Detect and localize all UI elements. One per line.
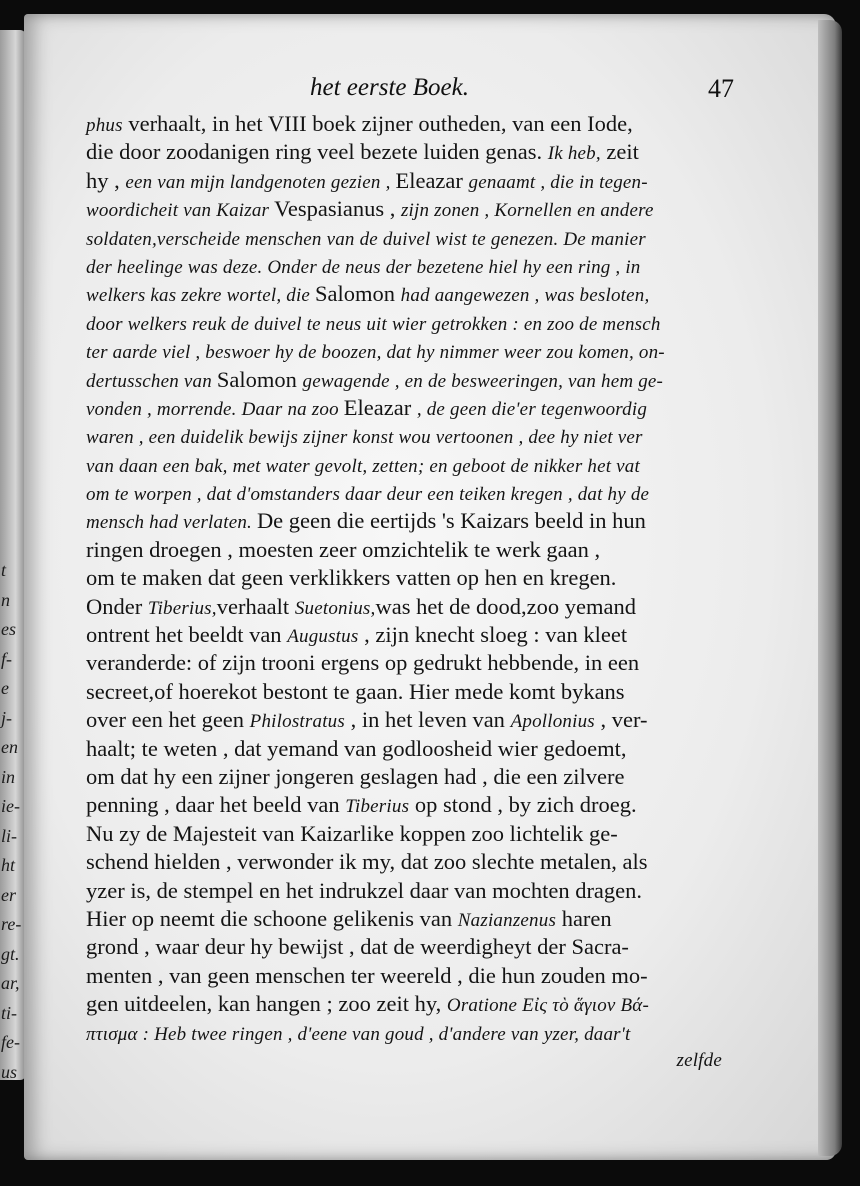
italic-span: phus	[86, 115, 123, 136]
italic-span: Tiberius	[345, 796, 410, 818]
text-line	[86, 167, 736, 195]
margin-fragment: gt.	[1, 943, 20, 964]
roman-span: , ver-	[594, 707, 648, 733]
margin-fragment: e	[1, 678, 9, 698]
italic-span: Oratione Εἰς τὸ ἅγιον Βά-	[446, 995, 650, 1017]
italic-span: Suetonius,	[294, 597, 376, 619]
roman-span: Onder	[86, 593, 148, 619]
text-line	[86, 1019, 736, 1047]
margin-fragment: us	[1, 1061, 18, 1082]
margin-fragment: ar,	[1, 973, 20, 993]
text-line	[86, 138, 736, 166]
margin-fragment: t	[1, 560, 7, 580]
roman-span: om dat hy een zijner jongeren geslagen had , die een zilvere	[86, 763, 625, 789]
margin-fragment: ti-	[1, 1002, 17, 1023]
text-line	[86, 366, 736, 394]
text-line	[86, 763, 736, 791]
roman-span: penning , daar het beeld van	[86, 792, 346, 818]
roman-span: schend hielden , verwonder ik my, dat zoo slechte metalen, als	[86, 849, 648, 875]
italic-span: een van mijn landgenoten gezien ,	[125, 171, 396, 193]
text-line	[86, 451, 736, 479]
italic-span: Nazianzenus	[457, 909, 557, 931]
italic-span: waren , een duidelik bewijs zijner konst wou vertoonen , dee hy niet ver	[86, 427, 643, 449]
text-line	[86, 536, 736, 564]
italic-span: door welkers reuk de duivel te neus uit wier getrokken : en zoo de mensch	[86, 313, 661, 335]
roman-span: haalt; te weten , dat yemand van godloosheid wier gedoemt,	[86, 735, 627, 761]
page-edge-shadow	[818, 20, 842, 1156]
italic-span: soldaten,verscheide menschen van de duivel wist te genezen. De manier	[86, 228, 646, 250]
text-line	[86, 224, 736, 252]
italic-span: Augustus	[287, 626, 359, 648]
roman-span: verhaalt	[216, 593, 295, 619]
text-line	[86, 649, 736, 677]
roman-span: veranderde: of zijn trooni ergens op gedrukt hebbende, in een	[86, 650, 640, 676]
margin-fragment: f-	[1, 648, 12, 669]
roman-span: op stond , by zich droeg.	[409, 792, 637, 818]
italic-span: genaamt , die in tegen-	[468, 171, 648, 193]
roman-span: haren	[556, 905, 612, 931]
roman-span: zeit	[600, 139, 639, 165]
italic-span: vonden , morrende. Daar na zoo	[86, 398, 344, 420]
italic-span: woordicheit van Kaizar	[86, 200, 275, 222]
text-line	[86, 195, 736, 223]
text-line	[86, 990, 736, 1018]
margin-fragment: er	[1, 884, 16, 905]
italic-span: Philostratus	[249, 711, 345, 733]
italic-span: welkers kas zekre wortel, die	[86, 285, 316, 307]
text-line	[86, 678, 736, 706]
roman-span: die door zoodanigen ring veel bezete luiden genas.	[86, 139, 548, 165]
roman-span: secreet,of hoerekot bestont te gaan. Hier mede komt bykans	[86, 678, 625, 704]
italic-span: πτισμα : Heb twee ringen , d'eene van goud , d'andere van yzer, daar't	[86, 1023, 631, 1045]
text-line	[86, 621, 736, 649]
text-line	[86, 422, 736, 450]
text-line	[86, 280, 736, 308]
roman-span: Eleazar	[343, 394, 417, 420]
page-number: 47	[708, 74, 734, 103]
margin-fragment: fe-	[1, 1032, 20, 1052]
margin-fragment: es	[1, 619, 16, 639]
text-line	[86, 252, 736, 280]
text-line	[86, 933, 736, 961]
book-page	[24, 14, 836, 1160]
margin-fragment: en	[1, 737, 18, 757]
italic-span: van daan een bak, met water gevolt, zetten; en geboot de nikker het vat	[86, 455, 640, 477]
text-line	[86, 564, 736, 592]
text-line	[86, 735, 736, 763]
margin-fragment: n	[1, 589, 10, 610]
roman-span: , zijn knecht sloeg : van kleet	[358, 622, 628, 648]
roman-span: ringen droegen , moesten zeer omzichtelik te werk gaan ,	[86, 536, 601, 562]
margin-fragment: j-	[1, 707, 12, 728]
margin-fragment: li-	[1, 825, 17, 846]
margin-fragment: in	[1, 766, 16, 787]
italic-span: zijn zonen , Kornellen en andere	[400, 200, 654, 222]
italic-span: mensch had verlaten.	[86, 512, 257, 534]
text-line	[86, 394, 736, 422]
roman-span: was het de dood,zoo yemand	[375, 593, 637, 619]
text-line	[86, 706, 736, 734]
roman-span: ontrent het beeldt van	[86, 622, 288, 648]
roman-span: Hier op neemt die schoone gelikenis van	[86, 905, 458, 931]
roman-span: Vespasianus ,	[274, 196, 401, 222]
roman-span: over een het geen	[86, 707, 250, 733]
margin-fragment: ie-	[1, 796, 20, 816]
italic-span: gewagende , en de besweeringen, van hem ge-	[302, 370, 664, 392]
body-text	[86, 110, 736, 1075]
italic-span: om te worpen , dat d'omstanders daar deur een teiken kregen , dat hy de	[86, 484, 650, 506]
text-line	[86, 962, 736, 990]
text-line	[86, 337, 736, 365]
italic-span: Apollonius	[510, 711, 595, 733]
roman-span: grond , waar deur hy bewijst , dat de weerdigheyt der Sacra-	[86, 934, 629, 960]
roman-span: om te maken dat geen verklikkers vatten op hen en kregen.	[86, 565, 617, 591]
roman-span: verhaalt, in het VIII boek zijner outheden, van een Iode,	[122, 111, 633, 136]
margin-fragment: ht	[1, 855, 16, 875]
italic-span: , de geen die'er tegenwoordig	[416, 398, 648, 420]
text-line	[86, 905, 736, 933]
text-line	[86, 507, 736, 535]
italic-span: Tiberius,	[147, 597, 217, 619]
roman-span: Eleazar	[395, 167, 469, 193]
roman-span: yzer is, de stempel en het indrukzel daar van mochten dragen.	[86, 877, 643, 903]
text-line	[86, 479, 736, 507]
roman-span: Salomon	[315, 281, 401, 307]
roman-span: menten , van geen menschen ter weereld , die hun zouden mo-	[86, 962, 648, 988]
roman-span: De geen die eertijds 's Kaizars beeld in hun	[256, 508, 646, 534]
text-line	[86, 877, 736, 905]
text-line	[86, 791, 736, 819]
margin-fragment: re-	[1, 914, 22, 934]
roman-span: hy ,	[86, 167, 126, 193]
italic-span: ter aarde viel , beswoer hy de boozen, dat hy nimmer weer zou komen, on-	[86, 342, 665, 364]
roman-span: Salomon	[216, 366, 303, 392]
running-head	[84, 74, 734, 114]
running-head-title: het eerste Boek.	[310, 74, 469, 101]
roman-span: , in het leven van	[344, 707, 511, 733]
italic-span: dertusschen van	[86, 370, 217, 392]
italic-span: had aangewezen , was besloten,	[400, 285, 650, 307]
text-line	[86, 110, 736, 138]
roman-span: Nu zy de Majesteit van Kaizarlike koppen zoo lichtelik ge-	[86, 820, 618, 846]
catchword: zelfde	[676, 1049, 722, 1071]
text-line	[86, 820, 736, 848]
italic-span: Ik heb,	[547, 143, 601, 165]
text-line	[86, 593, 736, 621]
italic-span: der heelinge was deze. Onder de neus der bezetene hiel hy een ring , in	[86, 256, 641, 278]
text-line	[86, 848, 736, 876]
text-line	[86, 309, 736, 337]
roman-span: gen uitdeelen, kan hangen ; zoo zeit hy,	[86, 991, 447, 1017]
